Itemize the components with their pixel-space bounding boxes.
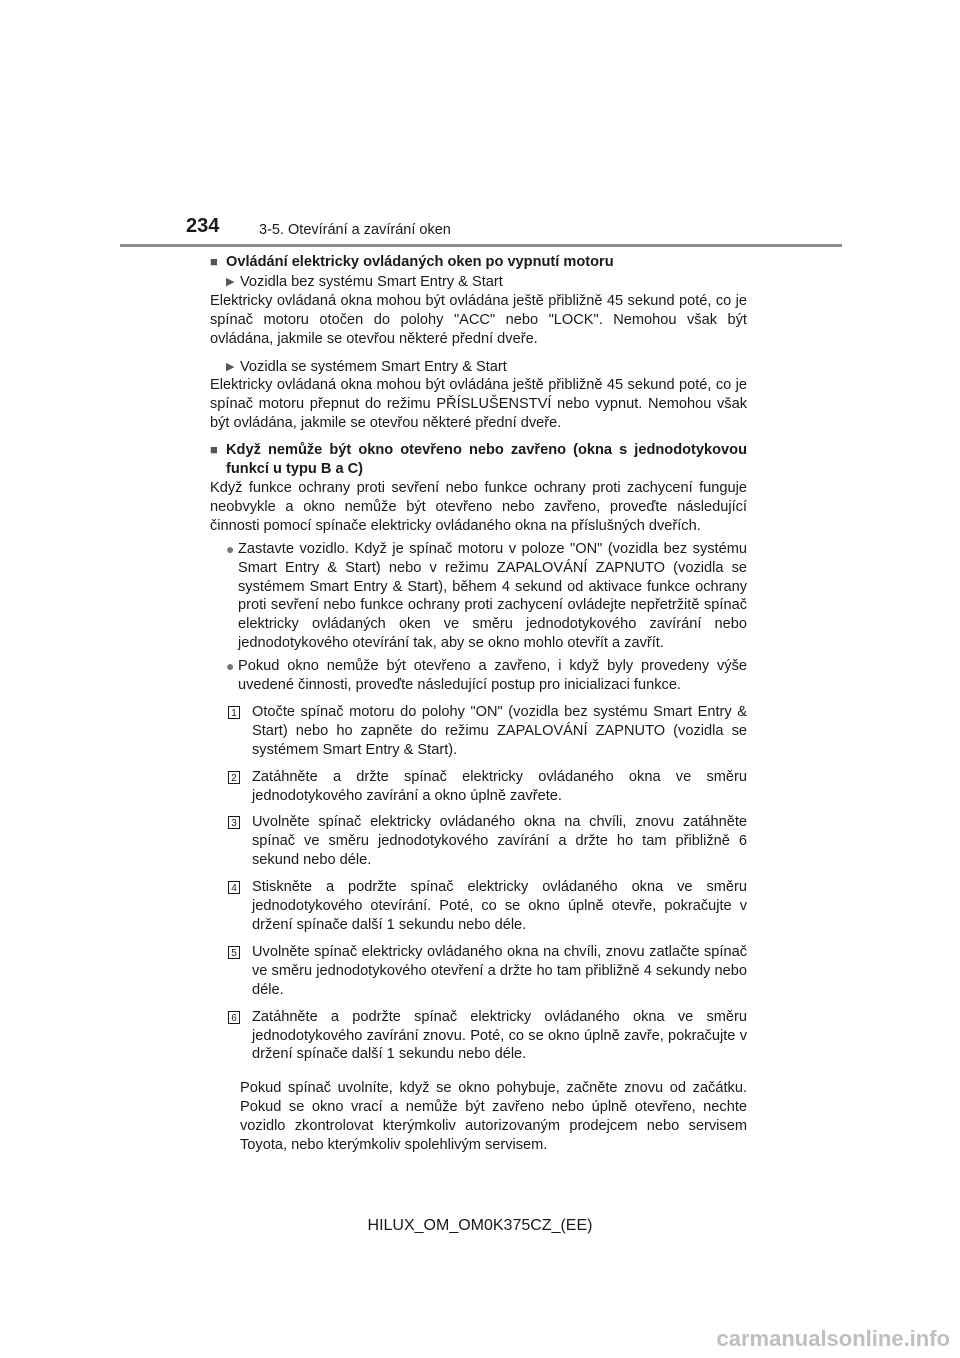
step-item	[228, 1008, 747, 1065]
heading-after-engine-off	[210, 253, 747, 272]
subsection-title: Vozidla se systémem Smart Entry & Start	[240, 358, 507, 375]
list-item	[226, 657, 747, 695]
document-code-footer: HILUX_OM_OM0K375CZ_(EE)	[367, 1217, 593, 1234]
step-text: Otočte spínač motoru do polohy "ON" (vozidla bez systému Smart Entry & Start) nebo ho zapněte do režimu ZAPALOVÁNÍ ZAPNUTO (vozidla se systémem Smart Entry & Start).	[252, 703, 747, 758]
step-text: Stiskněte a podržte spínač elektricky ovládaného okna ve směru jednodotykového otevírání. Poté, co se okno úplně otevře, pokračujte v držení spínače další 1 sekundu nebo déle.	[252, 879, 747, 933]
subsection-without-smart-entry	[226, 273, 747, 292]
page-number: 234	[186, 215, 220, 237]
step-number: 6	[228, 1011, 240, 1024]
circle-bullet-icon: ●	[226, 658, 235, 675]
step-item	[228, 703, 747, 760]
step-number: 5	[228, 946, 240, 959]
square-bullet-icon: ■	[210, 254, 218, 269]
header-divider	[120, 244, 842, 247]
heading-window-cannot-open	[210, 441, 747, 479]
step-item	[228, 768, 747, 806]
step-text: Uvolněte spínač elektricky ovládaného okna na chvíli, znovu zatáhněte spínač ve směru jednodotykového zavírání a držte ho tam přibližně 6 sekund nebo déle.	[252, 814, 747, 869]
triangle-right-icon: ▶	[226, 275, 235, 288]
page-content	[210, 253, 747, 1169]
step-number: 3	[228, 816, 240, 829]
subsection-with-smart-entry	[226, 358, 747, 377]
step-number: 1	[228, 706, 240, 719]
subsection-text: Elektricky ovládaná okna mohou být ovládána ještě přibližně 45 sekund poté, co je spínač motoru otočen do polohy "ACC" nebo "LOCK". Nemohou však být ovládána, jakmile se otevřou některé přední dveře.	[210, 292, 747, 347]
bullet-text: Pokud okno nemůže být otevřeno a zavřeno, i když byly provedeny výše uvedené činnosti, proveďte následující postup pro inicializaci funkce.	[238, 658, 747, 694]
subsection-text: Elektricky ovládaná okna mohou být ovládána ještě přibližně 45 sekund poté, co je spínač motoru přepnut do režimu PŘÍSLUŠENSTVÍ nebo vypnut. Nemohou však být ovládána, jakmile se otevřou některé přední dveře.	[210, 377, 747, 432]
site-watermark: carmanualsonline.info	[716, 1326, 950, 1351]
triangle-right-icon: ▶	[226, 360, 235, 373]
list-item	[226, 540, 747, 653]
step-number: 4	[228, 881, 240, 894]
step-text: Zatáhněte a držte spínač elektricky ovládaného okna ve směru jednodotykového zavírání a okno úplně zavřete.	[252, 768, 747, 804]
bullet-text: Zastavte vozidlo. Když je spínač motoru v poloze "ON" (vozidla bez systému Smart Entry & Start) nebo v režimu ZAPALOVÁNÍ ZAPNUTO (vozidla se systémem Smart Entry & Start), během 4 sekund od aktivace funkce ochrany proti sevření nebo funkce ochrany proti zachycení ovládejte nepřetržitě spínač elektricky ovládaných oken ve směru jednodotykového zavírání nebo jednodotykového otevírání tak, aby se okno mohlo otevřít a zavřít.	[238, 540, 747, 652]
intro-paragraph: Když funkce ochrany proti sevření nebo funkce ochrany proti zachycení funguje neobvykle a okno nemůže být otevřeno nebo zavřeno, proveďte následující činnosti pomocí spínače elektricky ovládaného okna na příslušných dveřích.	[210, 479, 747, 534]
subsection-header	[226, 358, 747, 377]
subsection-title: Vozidla bez systému Smart Entry & Start	[240, 273, 503, 290]
closing-paragraph: Pokud spínač uvolníte, když se okno pohybuje, začněte znovu od začátku. Pokud se okno vrací a nemůže být zavřeno nebo úplně otevřeno, nechte vozidlo zkontrolovat kterýmkoliv autorizovaným prodejcem nebo servisem Toyota, nebo kterýmkoliv spolehlivým servisem.	[240, 1079, 747, 1153]
step-text: Uvolněte spínač elektricky ovládaného okna na chvíli, znovu zatlačte spínač ve směru jednodotykového otevření a držte ho tam přibližně 4 sekundy nebo déle.	[252, 943, 747, 998]
page-header	[0, 214, 960, 248]
subsection-header	[226, 273, 747, 292]
step-number: 2	[228, 771, 240, 784]
step-item	[228, 943, 747, 1000]
heading-text: Ovládání elektricky ovládaných oken po vypnutí motoru	[226, 254, 614, 270]
step-item	[228, 813, 747, 870]
step-item	[228, 878, 747, 935]
step-text: Zatáhněte a podržte spínač elektricky ovládaného okna ve směru jednodotykového zavírání znovu. Poté, co se okno úplně zavře, pokračujte v držení spínače další 1 sekundu nebo déle.	[252, 1008, 747, 1063]
heading-text: Když nemůže být okno otevřeno nebo zavřeno (okna s jednodotykovou funkcí u typu B a C)	[226, 442, 747, 478]
circle-bullet-icon: ●	[226, 540, 235, 557]
section-title: 3-5. Otevírání a zavírání oken	[259, 222, 451, 238]
square-bullet-icon: ■	[210, 442, 218, 458]
